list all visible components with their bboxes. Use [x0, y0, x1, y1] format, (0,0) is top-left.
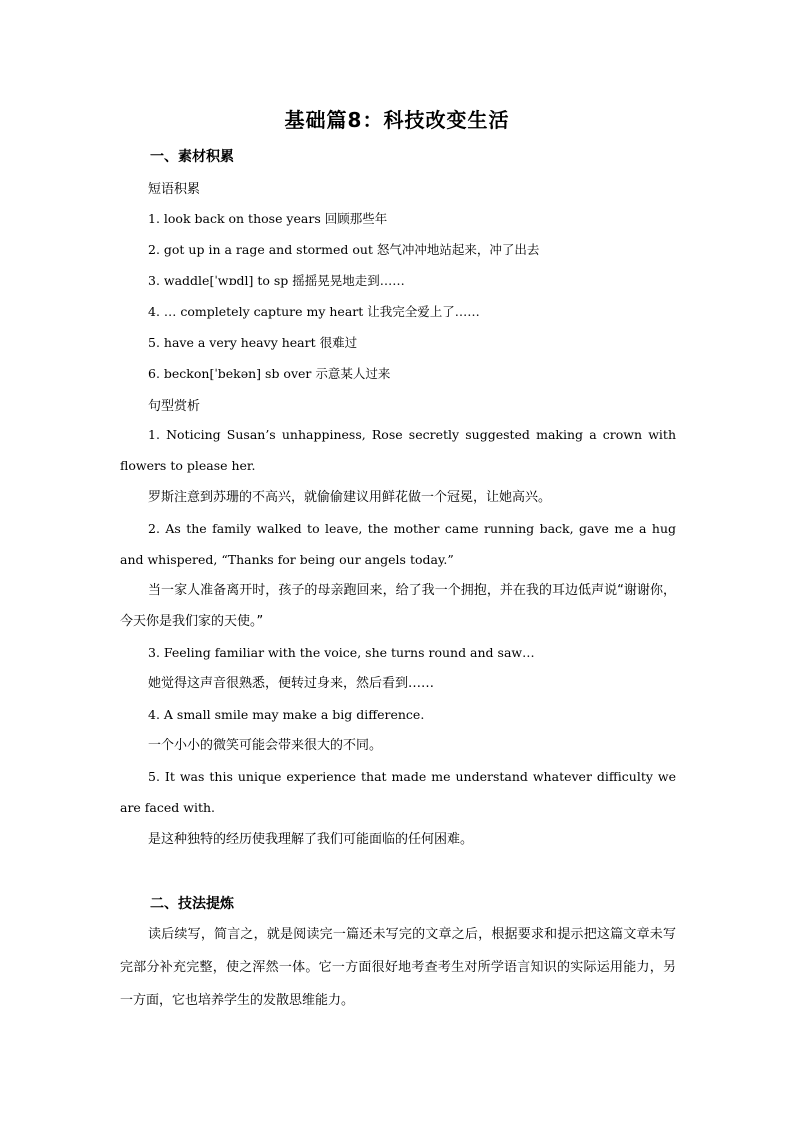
phrase-item-6: 6. beckon[ˈbekən] sb over 示意某人过来: [148, 366, 391, 381]
section-heading-materials: 一、素材积累: [150, 149, 234, 165]
sentence-3-chinese: 她觉得这声音很熟悉，便转过身来，然后看到……: [148, 676, 435, 691]
sentence-4-english: 4. A small smile may make a big difference.: [148, 707, 425, 722]
techniques-paragraph: 读后续写，简言之，就是阅读完一篇还未写完的文章之后，根据要求和提示把这篇文章未写完部分补充完整，使之浑然一体。它一方面很好地考查考生对所学语言知识的实际运用能力，另一方面，它也培养学生的发散思维能力。: [120, 927, 676, 1008]
sentence-4-chinese: 一个小小的微笑可能会带来很大的不同。: [148, 738, 383, 753]
page-title: 基础篇8：科技改变生活: [284, 108, 510, 132]
sentence-2-english: 2. As the family walked to leave, the mother came running back, gave me a hug and whispered, “Thanks for being our angels today.”: [120, 521, 676, 567]
phrase-item-5: 5. have a very heavy heart 很难过: [148, 335, 358, 350]
section-heading-techniques: 二、技法提炼: [150, 896, 234, 912]
phrases-label: 短语积累: [148, 182, 201, 197]
phrase-item-4: 4. … completely capture my heart 让我完全爱上了……: [148, 304, 480, 319]
sentence-2-chinese: 当一家人准备离开时，孩子的母亲跑回来，给了我一个拥抱，并在我的耳边低声说“谢谢你，今天你是我们家的天使。”: [120, 583, 676, 629]
phrase-item-3: 3. waddle[ˈwɒdl] to sp 摇摇晃晃地走到……: [148, 273, 405, 288]
sentence-1-english: 1. Noticing Susan’s unhappiness, Rose secretly suggested making a crown with flowers to please her.: [120, 427, 676, 473]
phrase-item-1: 1. look back on those years 回顾那些年: [148, 211, 388, 226]
sentence-1-chinese: 罗斯注意到苏珊的不高兴，就偷偷建议用鲜花做一个冠冕，让她高兴。: [148, 490, 552, 505]
phrase-item-2: 2. got up in a rage and stormed out 怒气冲冲地站起来，冲了出去: [148, 242, 540, 257]
sentence-5-chinese: 是这种独特的经历使我理解了我们可能面临的任何困难。: [148, 832, 474, 847]
sentence-5-english: 5. It was this unique experience that made me understand whatever difficulty we are faced with.: [120, 769, 676, 815]
sentence-3-english: 3. Feeling familiar with the voice, she turns round and saw…: [148, 645, 535, 660]
sentences-label: 句型赏析: [148, 399, 201, 414]
